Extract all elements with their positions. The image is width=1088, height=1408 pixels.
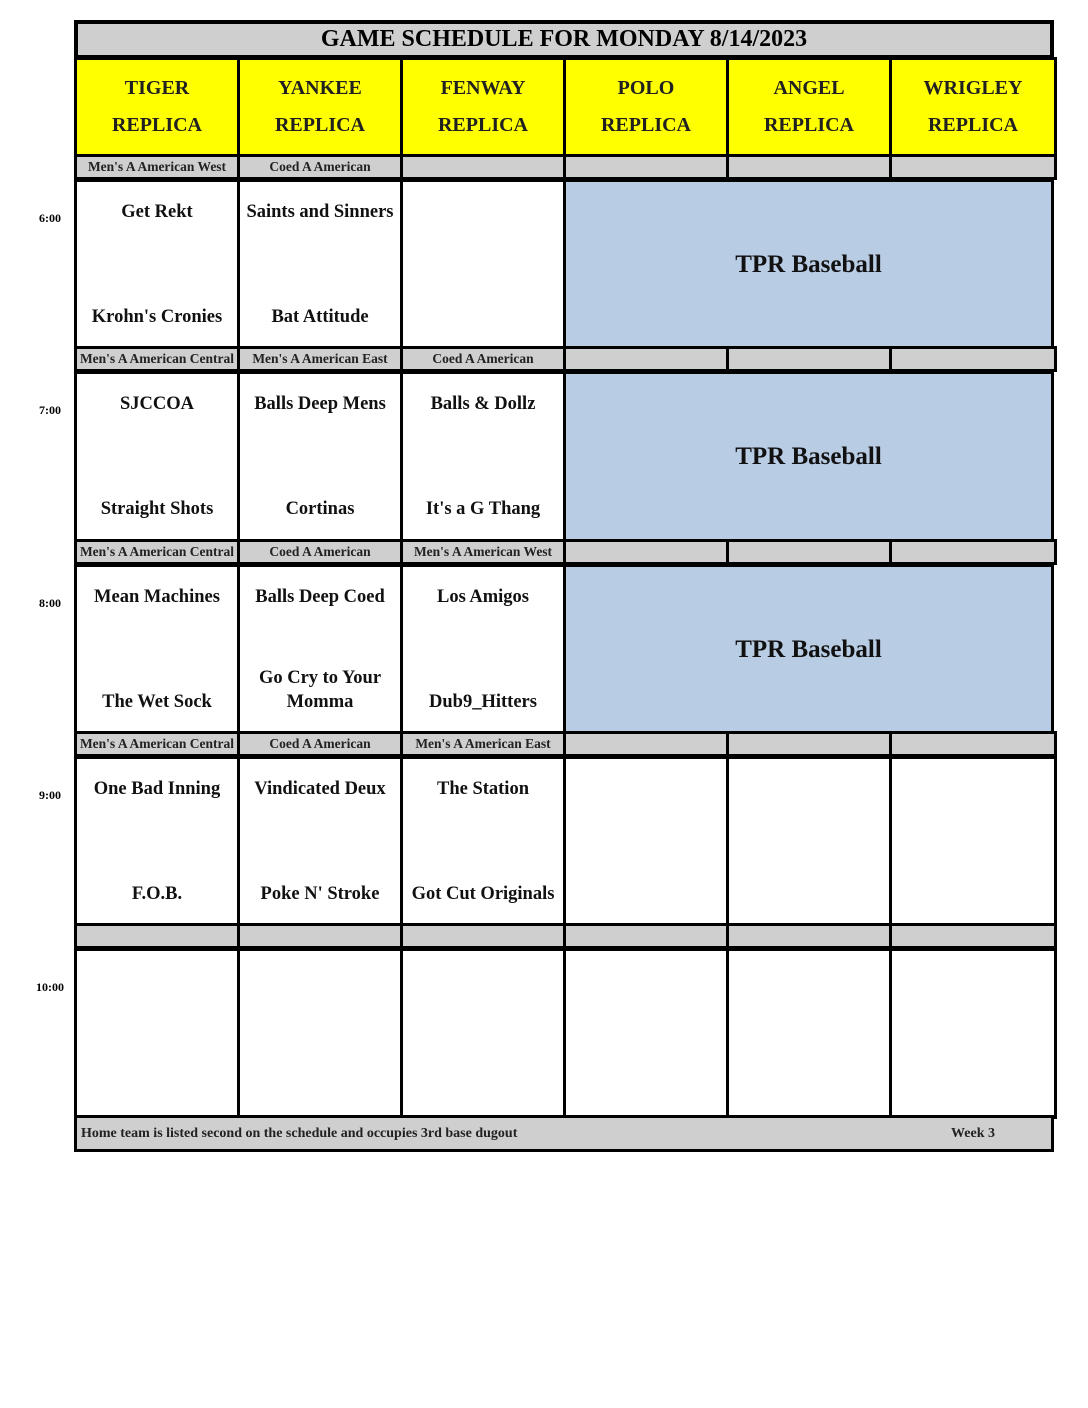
field-type: REPLICA [111, 114, 202, 136]
footer-bar [74, 1115, 1054, 1152]
time-label: 9:00 [39, 788, 61, 802]
division-label [726, 731, 892, 757]
page-title: GAME SCHEDULE FOR MONDAY 8/14/2023 [320, 26, 808, 52]
home-team: Krohn's Cronies [91, 307, 223, 327]
reserved-block: TPR Baseball [563, 371, 1054, 542]
game-cell [563, 756, 729, 927]
home-team: Got Cut Originals [411, 884, 555, 904]
field-name: WRIGLEY [923, 77, 1023, 99]
away-team: Saints and Sinners [246, 202, 394, 222]
division-label: Men's A American West [74, 154, 240, 180]
division-label [563, 923, 729, 949]
division-label [563, 539, 729, 565]
away-team: SJCCOA [119, 394, 194, 414]
field-header [563, 57, 729, 157]
game-cell [237, 371, 403, 542]
game-cell [563, 948, 729, 1119]
away-team: One Bad Inning [93, 779, 221, 799]
title-bar [74, 20, 1054, 59]
field-type: REPLICA [600, 114, 691, 136]
footer-note: Home team is listed second on the schedule and occupies 3rd base dugout [81, 1125, 518, 1141]
division-label: Coed A American [237, 154, 403, 180]
home-team: F.O.B. [131, 884, 183, 904]
reserved-block: TPR Baseball [563, 179, 1054, 350]
game-cell [74, 564, 240, 735]
away-team: Los Amigos [436, 587, 529, 607]
division-label [889, 539, 1057, 565]
game-cell [237, 179, 403, 350]
division-label [726, 346, 892, 372]
field-header [726, 57, 892, 157]
division-label: Men's A American East [237, 346, 403, 372]
field-type: REPLICA [927, 114, 1018, 136]
reserved-block: TPR Baseball [563, 564, 1054, 735]
away-team: Balls Deep Coed [255, 587, 385, 607]
division-label [74, 923, 240, 949]
game-cell [400, 756, 566, 927]
away-team: Vindicated Deux [254, 779, 386, 799]
division-label [237, 923, 403, 949]
division-label [726, 539, 892, 565]
home-team: Bat Attitude [271, 307, 369, 327]
division-label [400, 923, 566, 949]
division-label [726, 154, 892, 180]
division-label [563, 154, 729, 180]
field-header [889, 57, 1057, 157]
field-type: REPLICA [763, 114, 854, 136]
away-team: Balls & Dollz [430, 394, 536, 414]
field-header [237, 57, 403, 157]
game-cell [726, 948, 892, 1119]
division-label [726, 923, 892, 949]
game-cell [74, 756, 240, 927]
division-label: Men's A American East [400, 731, 566, 757]
home-team: It's a G Thang [425, 499, 541, 519]
away-team: Get Rekt [121, 202, 193, 222]
division-label [889, 731, 1057, 757]
division-label [563, 731, 729, 757]
division-label [400, 154, 566, 180]
game-cell [889, 756, 1057, 927]
division-label: Men's A American Central [74, 346, 240, 372]
home-team: Cortinas [285, 499, 355, 519]
home-team: Go Cry to Your Momma [258, 668, 382, 712]
field-header [400, 57, 566, 157]
game-cell [237, 564, 403, 735]
division-label: Coed A American [237, 731, 403, 757]
division-label: Men's A American West [400, 539, 566, 565]
home-team: Poke N' Stroke [260, 884, 380, 904]
division-label: Men's A American Central [74, 731, 240, 757]
field-type: REPLICA [274, 114, 365, 136]
game-cell [400, 371, 566, 542]
home-team: Straight Shots [100, 499, 214, 519]
field-name: FENWAY [440, 77, 526, 99]
field-type: REPLICA [437, 114, 528, 136]
field-header [74, 57, 240, 157]
game-cell [74, 371, 240, 542]
game-cell [889, 948, 1057, 1119]
home-team: The Wet Sock [102, 692, 212, 712]
game-cell [400, 948, 566, 1119]
field-name: ANGEL [773, 77, 845, 99]
division-label [889, 346, 1057, 372]
away-team: Mean Machines [94, 587, 220, 607]
away-team: Balls Deep Mens [254, 394, 386, 414]
field-name: YANKEE [278, 77, 362, 99]
field-name: TIGER [124, 77, 190, 99]
time-label: 8:00 [39, 596, 61, 610]
division-label [563, 346, 729, 372]
time-label: 7:00 [39, 403, 61, 417]
game-cell [74, 179, 240, 350]
game-cell [74, 948, 240, 1119]
time-label: 6:00 [39, 211, 61, 225]
game-cell [237, 948, 403, 1119]
game-cell [400, 179, 566, 350]
division-label: Men's A American Central [74, 539, 240, 565]
game-cell [400, 564, 566, 735]
away-team: The Station [436, 779, 529, 799]
division-label: Coed A American [400, 346, 566, 372]
home-team: Dub9_Hitters [429, 692, 537, 712]
field-name: POLO [617, 77, 675, 99]
division-label [889, 154, 1057, 180]
game-cell [237, 756, 403, 927]
division-label [889, 923, 1057, 949]
game-cell [726, 756, 892, 927]
division-label: Coed A American [237, 539, 403, 565]
week-label: Week 3 [951, 1125, 995, 1141]
time-label: 10:00 [36, 980, 64, 994]
